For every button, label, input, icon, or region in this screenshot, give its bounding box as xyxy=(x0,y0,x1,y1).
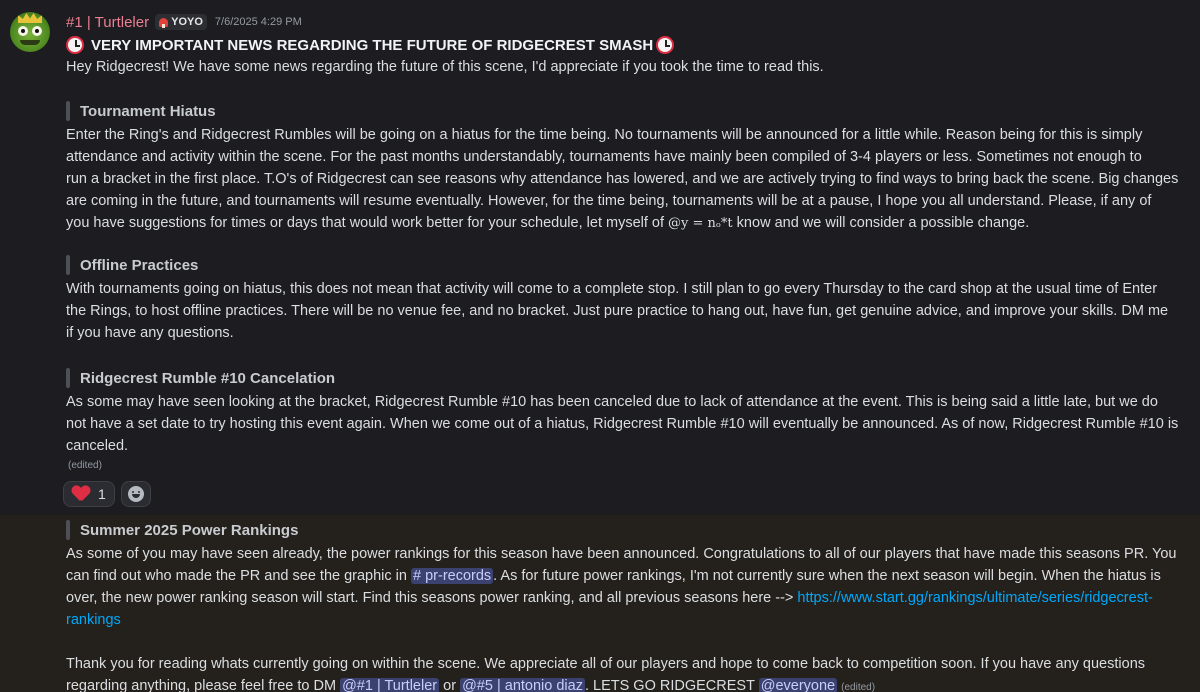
formula-text: @y = nₒ*t xyxy=(668,216,733,231)
body-line xyxy=(66,587,1176,609)
announcement-title xyxy=(66,34,674,56)
intro-text xyxy=(66,56,824,78)
body-line-text: over, the new power ranking season will start. Find this seasons power ranking, and all previous seasons here --> xyxy=(66,590,798,606)
heart-emoji xyxy=(72,486,90,502)
body-line: As some may have seen looking at the bracket, Ridgecrest Rumble #10 has been canceled due to lack of attendance at the event. This is being said a little late, but we do xyxy=(66,394,1158,410)
section-body-offline xyxy=(66,278,1168,344)
frog-mouth xyxy=(20,40,40,45)
section-heading-cancelation xyxy=(66,367,335,389)
body-line xyxy=(66,675,1176,692)
frog-eye-left xyxy=(18,26,28,36)
body-line-text: . As for future power rankings, I'm not currently sure when the next season will begin. When the hiatus is xyxy=(493,568,1161,584)
crown-icon xyxy=(18,13,42,23)
section-heading-hiatus xyxy=(66,100,216,122)
body-line xyxy=(66,565,1176,587)
quote-bar xyxy=(66,101,70,121)
blank-line xyxy=(66,631,1176,653)
quote-bar xyxy=(66,255,70,275)
body-line: Enter the Ring's and Ridgecrest Rumbles will be going on a hiatus for the time being. No tournaments will be announced for a little while. Reason being for this is simply xyxy=(66,127,1143,143)
body-line: As some of you may have seen already, the power rankings for this season have been announced. Congratulations to all of our players that have made this seasons PR. You xyxy=(66,546,1177,562)
user-avatar[interactable] xyxy=(10,12,50,52)
body-line: attendance and activity within the scene. For the past months understandably, tournaments have mainly been compiled of 3-4 players or less. Sometimes not enough to xyxy=(66,149,1142,165)
quote-bar xyxy=(66,520,70,540)
add-reaction-icon xyxy=(128,486,144,502)
body-line-text: . LETS GO RIDGECREST xyxy=(584,678,759,692)
section-body-cancelation xyxy=(66,391,1178,457)
guild-tag-label: YOYO xyxy=(171,16,203,28)
reaction-count: 1 xyxy=(98,486,106,502)
body-line-tail: know and we will consider a possible change. xyxy=(732,215,1030,231)
reaction-heart[interactable] xyxy=(63,481,115,507)
title-text: VERY IMPORTANT NEWS REGARDING THE FUTURE OF RIDGECREST SMASH xyxy=(91,36,654,54)
body-line: canceled. xyxy=(66,438,129,454)
power-rankings-body xyxy=(66,543,1176,692)
section-body-hiatus xyxy=(66,124,1178,234)
alarm-clock-icon xyxy=(656,36,674,54)
body-line-text: can find out who made the PR and see the graphic in xyxy=(66,568,411,584)
body-line: not have a set date to try hosting this event again. When we come out of a hiatus, Ridgecrest Rumble #10 will eventually be announced. As of now, Ridgecrest Rumble #10 is xyxy=(66,416,1179,432)
body-line: run a bracket in the first place. T.O's of Ridgecrest can see reasons why attendance has lowered, and we are actively trying to find ways to bring back the scene. Big changes xyxy=(66,171,1179,187)
heading-text: Ridgecrest Rumble #10 Cancelation xyxy=(80,369,336,387)
channel-link-pr-records[interactable]: # pr-records xyxy=(413,568,492,584)
heading-text: Offline Practices xyxy=(80,256,199,274)
mushroom-icon xyxy=(159,18,168,27)
intro-line: Hey Ridgecrest! We have some news regarding the future of this scene, I'd appreciate if you took the time to read this. xyxy=(66,59,824,75)
username[interactable]: #1 | Turtleler xyxy=(66,13,150,31)
body-line xyxy=(66,609,1176,631)
mention-turtleler[interactable]: @#1 | Turtleler xyxy=(342,678,438,692)
body-line-text: you have suggestions for times or days that would work better for your schedule, let myself of xyxy=(66,215,665,231)
body-line: Thank you for reading whats currently going on within the scene. We appreciate all of our players and hope to come back to competition soon. If you have any questions xyxy=(66,656,1146,672)
heading-text: Summer 2025 Power Rankings xyxy=(80,521,299,539)
body-line: are coming in the future, and tournaments will resume eventually. However, for the time being, tournaments will be at a pause, I hope you all understand. Please, if any of xyxy=(66,193,1152,209)
body-line: the Rings, to host offline practices. There will be no venue fee, and no bracket. Just pure practice to hang out, have fun, get genuine advice, and improve your skills. DM me xyxy=(66,303,1169,319)
body-line: if you have any questions. xyxy=(66,325,234,341)
edited-label: (edited) xyxy=(841,682,876,692)
timestamp: 7/6/2025 4:29 PM xyxy=(214,16,302,28)
mention-antonio-diaz[interactable]: @#5 | antonio diaz xyxy=(462,678,583,692)
body-line xyxy=(66,212,1178,234)
quote-bar xyxy=(66,368,70,388)
body-line-text: or xyxy=(439,678,461,692)
rankings-link[interactable]: https://www.start.gg/rankings/ultimate/series/ridgecrest- xyxy=(797,590,1153,606)
edited-label: (edited) xyxy=(68,460,102,471)
section-heading-power-rankings xyxy=(66,519,298,541)
add-reaction-button[interactable] xyxy=(121,481,151,507)
body-line: With tournaments going on hiatus, this does not mean that activity will come to a complete stop. I still plan to go every Thursday to the card shop at the usual time of Enter xyxy=(66,281,1158,297)
body-line-text: regarding anything, please feel free to DM xyxy=(66,678,341,692)
frog-eye-right xyxy=(32,26,42,36)
section-heading-offline xyxy=(66,254,198,276)
heading-text: Tournament Hiatus xyxy=(80,102,216,120)
alarm-clock-icon xyxy=(66,36,84,54)
message-header xyxy=(66,12,302,32)
rankings-link-continued[interactable]: rankings xyxy=(66,612,121,628)
reaction-bar xyxy=(63,481,151,507)
mention-everyone[interactable]: @everyone xyxy=(760,678,836,692)
guild-tag[interactable] xyxy=(155,14,207,30)
